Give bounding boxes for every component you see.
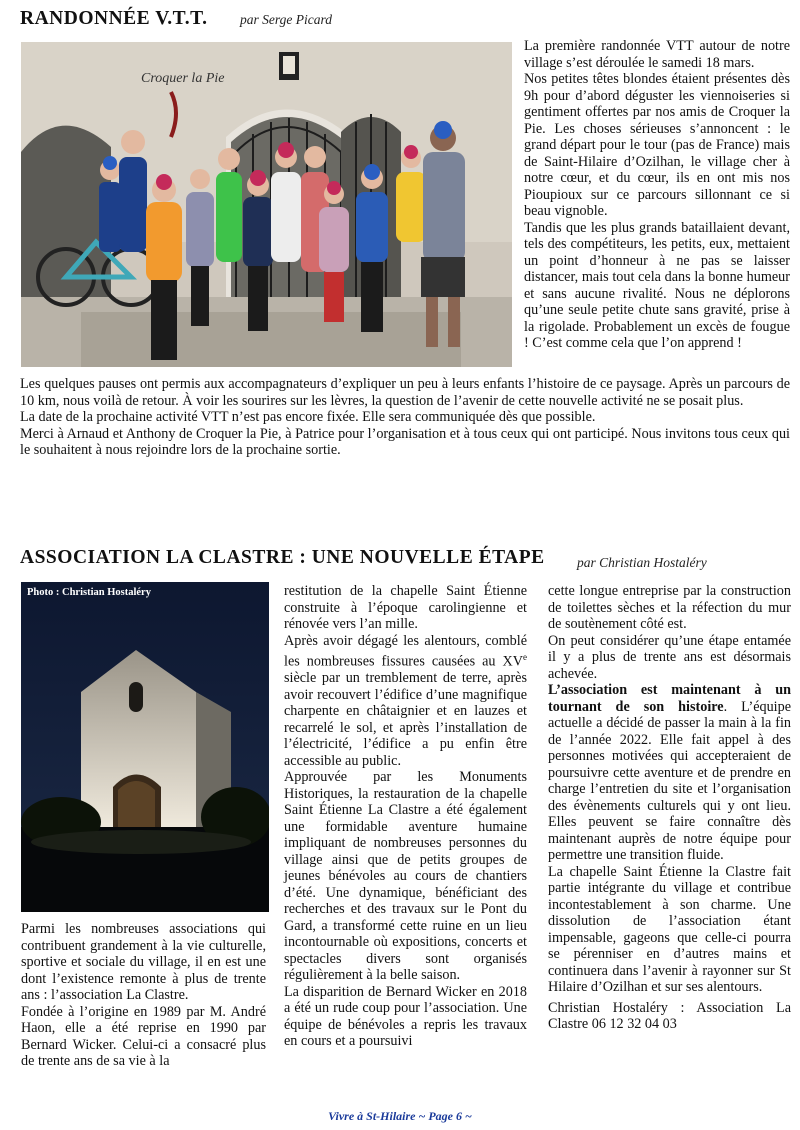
group-photo-illustration [21, 42, 512, 367]
clastre-paragraph: Fondée à l’origine en 1989 par M. André Haon, elle a été reprise en 1990 par Bernard Wicker. Celui-ci a consacré plus de trente ans de sa vie à la [21, 1003, 266, 1069]
byline-vtt: par Serge Picard [240, 12, 332, 27]
vtt-paragraph: Merci à Arnaud et Anthony de Croquer la Pie, à Patrice pour l’organisation et à tous ceux qui ont participé. Nous invitons tous ceux qui le souhaitent à nous rejoindre lors de la prochaine sortie. [20, 425, 790, 458]
clastre-paragraph [548, 682, 791, 864]
clastre-paragraph: La chapelle Saint Étienne la Clastre fait partie intégrante du village et contribue incontestablement à son charme. Une dissolution de l’association étant impensable, gageons que celle-ci pourra se pérenniser en d’autres mains et continuera dans l’avenir à rayonner sur St Hilaire d’Ozilhan et sur ses alentours. [548, 863, 791, 995]
clastre-paragraph [284, 633, 527, 770]
text-run: siècle par un tremblement de terre, après avoir recouvert l’édifice d’une magnifique charpente en châtaignier et en lauzes et recarrelé le sol, et après l’installation de l’électricité, l’édifice a pu enfin être accessible au public. [284, 670, 527, 769]
article-title-vtt: RANDONNÉE V.T.T. [20, 8, 208, 29]
page-footer: Vivre à St-Hilaire ~ Page 6 ~ [328, 1109, 472, 1123]
photo-credit: Photo : Christian Hostaléry [27, 587, 151, 598]
sign-text-croquer: Croquer la Pie [141, 71, 225, 86]
bold-run: L’association est maintenant à un tournant de son histoire [548, 682, 791, 715]
vtt-paragraph: La date de la prochaine activité VTT n’est pas encore fixée. Elle sera communiquée dès que possible. [20, 409, 596, 425]
clastre-paragraph: Parmi les nombreuses associations qui contribuent grandement à la vie culturelle, sportive et sociale du village, il en est une dont l’existence remonte à plus de trente ans : l’association La Clastre. [21, 921, 266, 1003]
clastre-column-3 [548, 583, 791, 1033]
vtt-paragraph: La première randonnée VTT autour de notre village s’est déroulée le samedi 18 mars. [524, 38, 790, 71]
group-photo-vtt [21, 42, 512, 367]
clastre-paragraph: On peut considérer qu’une étape entamée il y a plus de trente ans est désormais achevée. [548, 632, 791, 682]
clastre-paragraph: cette longue entreprise par la construction de toilettes sèches et la réfection du mur de soutènement côté est. [548, 583, 791, 632]
byline-clastre: par Christian Hostaléry [577, 555, 707, 570]
chapel-illustration [21, 582, 269, 912]
signature: Christian Hostaléry : Association La Clastre 06 12 32 04 03 [548, 999, 791, 1032]
vtt-intro-text [524, 38, 790, 352]
vtt-paragraph: Nos petites têtes blondes étaient présentes dès 9h pour d’abord déguster les viennoiseries si gentiment offertes par nos amis de Croquer la Pie. Les choses sérieuses s’annoncent : le grand départ pour le tour (pas de France) mais de Saint-Hilaire d’Ozilhan, le village cher à notre cœur, et du cœur, ils en ont mis nos Pioupioux sur ce parcours sillonnant ce si beau vignoble. [524, 71, 790, 219]
text-run: . L’équipe actuelle a décidé de passer la main à la fin de l’année 2022. Elle fait appel à des personnes motivées qui accepteraient de poursuivre cette aventure et de prendre en charge l’entretien du site et l’organisation des évènements culturels qui y ont lieu. Elles peuvent se faire connaître dès maintenant auprès de notre équipe pour permettre une transition fluide. [548, 698, 792, 863]
vtt-paragraph: Les quelques pauses ont permis aux accompagnateurs d’expliquer un peu à leurs enfants l’histoire de ce paysage. Après un parcours de 10 km, nous voilà de retour. À voir les sourires sur les lèvres, la question de l’avenir de cette nouvelle activité ne se posait plus. [20, 376, 790, 409]
vtt-continued-text [20, 376, 790, 459]
clastre-paragraph: La disparition de Bernard Wicker en 2018 a été un rude coup pour l’association. Une équipe de bénévoles a repris les travaux en cours et a poursuivi [284, 983, 527, 1050]
text-run: Après avoir dégagé les alentours, comblé les nombreuses fissures causées au XV [284, 632, 527, 670]
article-title-clastre: ASSOCIATION LA CLASTRE : UNE NOUVELLE ÉTAPE [20, 547, 545, 568]
chapel-photo [21, 582, 269, 912]
clastre-paragraph: Approuvée par les Monuments Historiques, la restauration de la chapelle Saint Étienne La Clastre a été également une formidable aventure humaine impliquant de nombreuses personnes du village ainsi que de petits groupes de jeunes bénévoles au cours de chantiers d’été. Une dynamique, bénéficiant des recherches et des travaux sur le Pont du Gard, a transformé cette ruine en un lieu incontournable où expositions, concerts et spectacles divers sont organisés régulièrement à la belle saison. [284, 769, 527, 984]
clastre-column-2 [284, 583, 527, 1050]
clastre-paragraph: restitution de la chapelle Saint Étienne construite à l’époque carolingienne et rénovée vers l’an mille. [284, 583, 527, 632]
superscript: e [523, 652, 527, 662]
vtt-paragraph: Tandis que les plus grands bataillaient devant, tels des compétiteurs, les petits, eux, mettaient un point d’honneur à ne pas se laisser distancer, mais tout cela dans la bonne humeur et sans aucune rivalité. Nous ne déplorons qu’une seule petite chute sans gravité, prise à la rigolade. Probablement un excès de fougue ! C’est comme cela que l’on apprend ! [524, 219, 790, 351]
clastre-column-1 [21, 921, 266, 1070]
